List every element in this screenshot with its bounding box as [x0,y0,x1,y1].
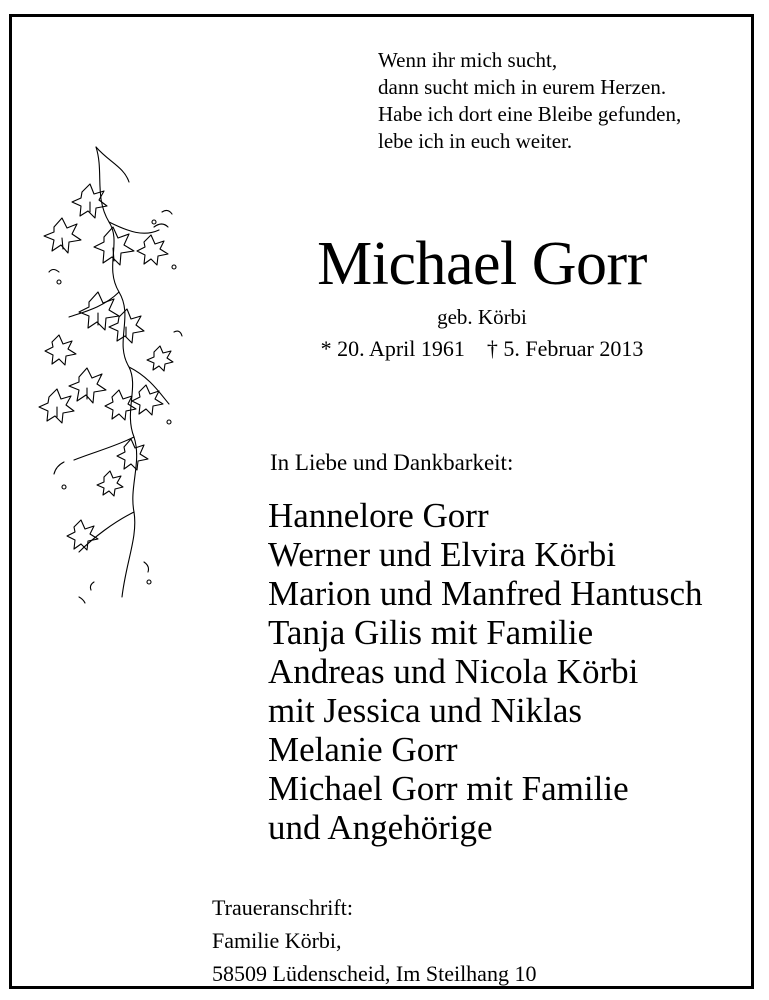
mourner: Tanja Gilis mit Familie [268,613,594,652]
mourner: Michael Gorr mit Familie [268,769,629,808]
life-dates [12,335,769,363]
mourner: mit Jessica und Niklas [268,691,582,730]
birth-name: geb. Körbi [437,305,527,329]
ivy-vine-icon [34,142,194,607]
deceased-name: Michael Gorr [317,230,647,298]
mourner: Marion und Manfred Hantusch [268,574,703,613]
mourner: Melanie Gorr [268,730,458,769]
poem-line: Habe ich dort eine Bleibe gefunden, [378,102,682,126]
address-line: Familie Körbi, [212,928,342,953]
mourner: Andreas und Nicola Körbi [268,652,639,691]
poem-line: lebe ich in euch weiter. [378,129,573,153]
address-label: Traueranschrift: [212,895,353,920]
mourners-list [268,496,702,847]
poem-line: Wenn ihr mich sucht, [378,48,558,72]
mourner: Werner und Elvira Körbi [268,535,617,574]
mourner: und Angehörige [268,808,493,847]
intro-text: In Liebe und Dankbarkeit: [270,450,514,475]
mourning-address [212,891,536,990]
address-line: 58509 Lüdenscheid, Im Steilhang 10 [212,961,537,986]
poem [378,47,681,155]
mourner: Hannelore Gorr [268,496,489,535]
birth-date: * 20. April 1961 [320,336,465,361]
obituary-frame [9,14,754,989]
death-date: † 5. Februar 2013 [486,336,644,361]
poem-line: dann sucht mich in eurem Herzen. [378,75,667,99]
